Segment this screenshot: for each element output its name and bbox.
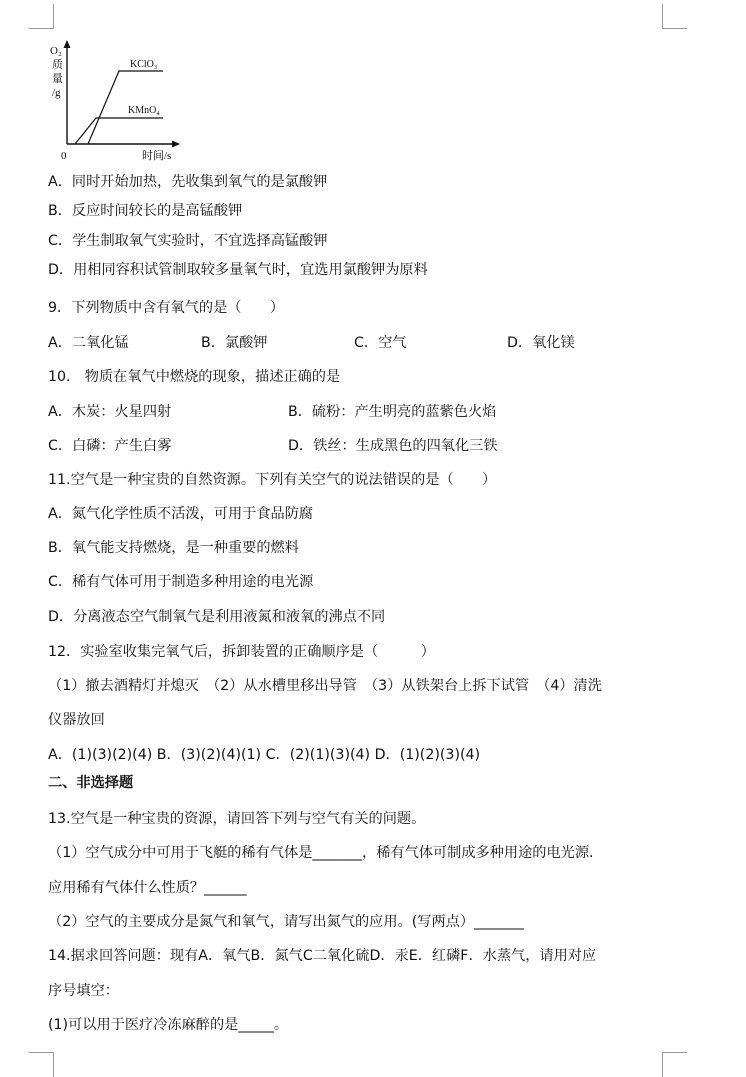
q11-stem: 11.空气是一种宝贵的自然资源。下列有关空气的说法错误的是（ ） [48,472,497,488]
x-axis-label: 时间/s [142,150,172,162]
q10-option-a: A．木炭：火星四射 [48,404,172,420]
q10-stem: 10． 物质在氧气中燃烧的现象，描述正确的是 [48,369,341,385]
q11-option-b: B．氧气能支持燃烧，是一种重要的燃料 [48,540,299,556]
origin-label: 0 [61,150,67,162]
q9-option-c: C．空气 [354,335,407,351]
crop-mark-bottom-left [29,1052,54,1077]
q14-stem: 14.据求回答问题：现有A．氧气B．氮气C二氧化硫D．汞E．红磷F．水蒸气，请用对应 [48,948,597,964]
q11-option-a: A．氮气化学性质不活泼，可用于食品防腐 [48,506,314,522]
oxygen-mass-graph [48,40,188,166]
q10-option-c: C．白磷：产生白雾 [48,438,172,454]
q9-stem: 9．下列物质中含有氧气的是（ ） [48,300,285,316]
q10-options-row2 [48,437,698,455]
series-label-kmno4: KMnO₄ [128,105,160,116]
q8-option-d: D．用相同容积试管制取较多量氧气时，宜选用氯酸钾为原料 [48,262,428,278]
q12-steps: （1）撤去酒精灯并熄灭 （2）从水槽里移出导管 （3）从铁架台上拆下试管 （4）清洗 [48,678,602,694]
q14-stem-continued: 序号填空： [48,983,119,999]
q12-stem: 12．实验室收集完氧气后，拆卸装置的正确顺序是（ ） [48,644,435,660]
crop-mark-bottom-right [662,1052,687,1077]
series-label-kclo3: KClO₃ [130,59,158,70]
q13-part1: （1）空气成分中可用于飞艇的稀有气体是_______，稀有气体可制成多种用途的电光源. [48,845,594,861]
y-axis-label-o2: O₂ [50,45,62,57]
q12-steps-continued: 仪器放回 [48,712,105,728]
q12-options: A．(1)(3)(2)(4) B．(3)(2)(4)(1) C．(2)(1)(3)(4) D．(1)(2)(3)(4) [48,747,481,763]
crop-mark-top-right [662,4,687,29]
q9-options [48,334,698,352]
q10-option-d: D．铁丝：生成黑色的四氧化三铁 [288,438,498,454]
q8-option-c: C．学生制取氧气实验时，不宜选择高锰酸钾 [48,233,328,249]
y-axis-label-liang: 量 [52,73,63,85]
q11-option-d: D．分离液态空气制氧气是利用液氮和液氧的沸点不同 [48,609,386,625]
y-axis-arrow [64,40,71,48]
crop-mark-top-left [29,4,54,29]
q10-options-row1 [48,403,698,421]
q13-part1-continued: 应用稀有气体什么性质？______ [48,880,247,896]
q13-stem: 13.空气是一种宝贵的资源，请回答下列与空气有关的问题。 [48,811,426,827]
y-axis-label-zhi: 质 [52,59,63,71]
q11-option-c: C．稀有气体可用于制造多种用途的电光源 [48,574,314,590]
q13-part2: （2）空气的主要成分是氮气和氧气，请写出氮气的应用。(写两点）_______ [48,914,524,930]
q8-option-a: A．同时开始加热，先收集到氧气的是氯酸钾 [48,174,328,190]
x-axis-arrow [172,141,180,148]
y-axis-label-unit: /g [52,87,61,99]
q9-option-b: B．氯酸钾 [201,335,268,351]
q8-option-b: B．反应时间较长的是高锰酸钾 [48,203,243,219]
q10-option-b: B．硫粉：产生明亮的蓝紫色火焰 [288,404,497,420]
q9-option-d: D．氧化镁 [507,335,575,351]
series-line-kmno4 [75,118,163,144]
q9-option-a: A．二氧化锰 [48,335,129,351]
section-heading-non-choice: 二、非选择题 [48,775,134,791]
q14-part1: (1)可以用于医疗冷冻麻醉的是_____。 [48,1017,289,1033]
